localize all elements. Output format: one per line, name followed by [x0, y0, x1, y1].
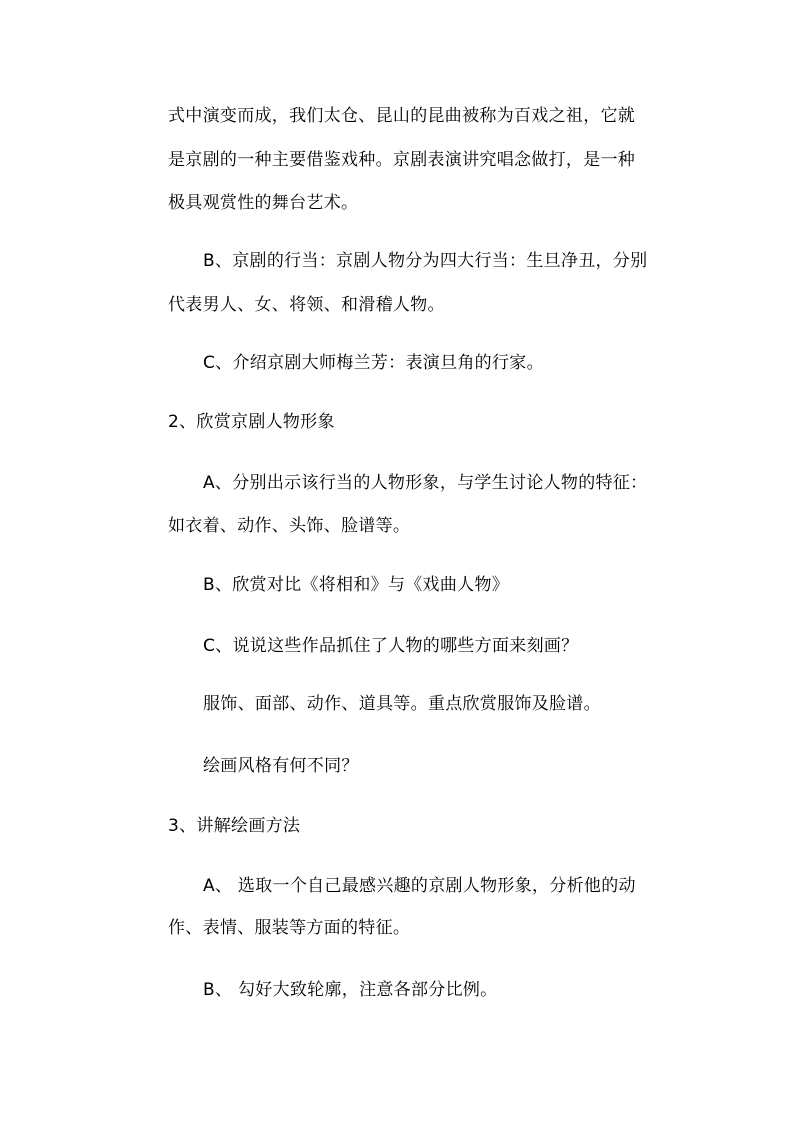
- paragraph-line: 极具观赏性的舞台艺术。: [168, 193, 359, 213]
- paragraph-line: 是京剧的一种主要借鉴戏种。京剧表演讲究唱念做打，是一种: [168, 150, 636, 170]
- paragraph-line: 作、表情、服装等方面的特征。: [168, 918, 411, 938]
- list-item-b-line: B、欣赏对比《将相和》与《戏曲人物》: [203, 575, 510, 595]
- list-item-a-line: A、 选取一个自己最感兴趣的京剧人物形象，分析他的动: [203, 876, 636, 896]
- section-heading: 3、讲解绘画方法: [168, 816, 301, 836]
- list-item-a-line: A、分别出示该行当的人物形象，与学生讨论人物的特征：: [203, 473, 648, 493]
- list-item-b-line: B、 勾好大致轮廓，注意各部分比例。: [203, 980, 498, 1000]
- list-item-b-line: B、京剧的行当：京剧人物分为四大行当：生旦净丑，分别: [203, 251, 648, 271]
- list-item-c-line: C、介绍京剧大师梅兰芳：表演旦角的行家。: [203, 353, 544, 373]
- paragraph-line: 绘画风格有何不同？: [203, 756, 359, 776]
- paragraph-line: 式中演变而成，我们太仓、昆山的昆曲被称为百戏之祖，它就: [168, 106, 636, 126]
- paragraph-line: 代表男人、女、将领、和滑稽人物。: [168, 295, 445, 315]
- paragraph-line: 如衣着、动作、头饰、脸谱等。: [168, 516, 411, 536]
- paragraph-line: 服饰、面部、动作、道具等。重点欣赏服饰及脸谱。: [203, 694, 601, 714]
- list-item-c-line: C、说说这些作品抓住了人物的哪些方面来刻画？: [203, 636, 579, 656]
- section-heading: 2、欣赏京剧人物形象: [168, 412, 335, 432]
